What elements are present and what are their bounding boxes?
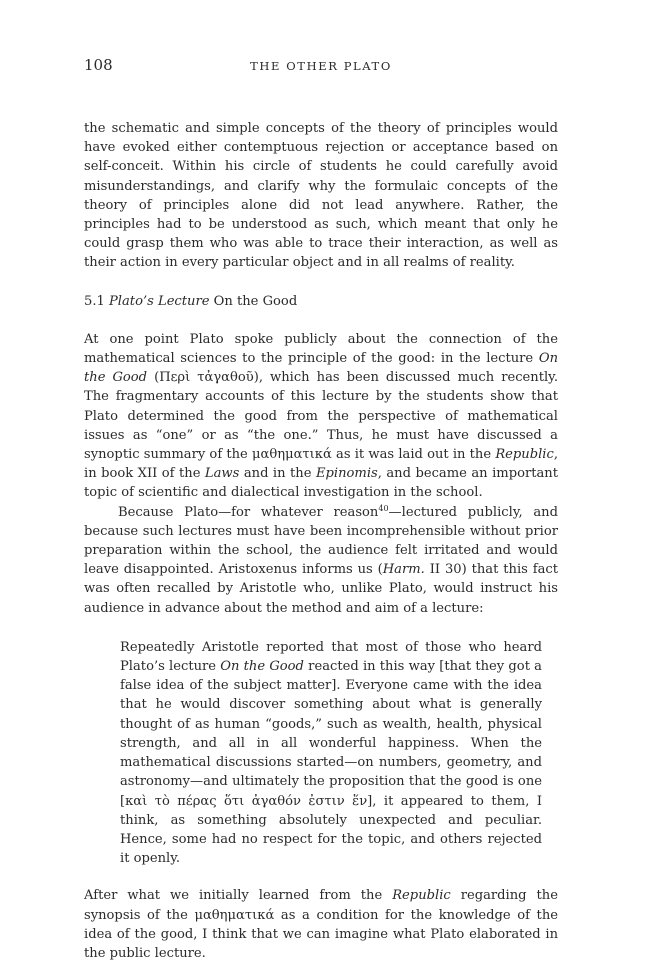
text-run: , in book XII of the [84,447,558,482]
running-title: THE OTHER PLATO [250,59,392,73]
section-title-italic: Plato’s Lecture [109,293,210,309]
text-run: Repeatedly Aristotle reported that most of those who heard Plato’s lecture [120,639,542,675]
quote-paragraph [120,638,542,868]
paragraph-1: the schematic and simple concepts of the theory of principles would have evoked either contemptuous rejection or acceptance based on self-conceit. Within his circle of students he could carefully avoid misunderstandings, and clarify why the formulaic concepts of the theory of principles alone did not lead anywhere. Rather, the principles had to be understood as such, which meant that only he could grasp them who was able to trace their interaction, as well as their action in every particular object and in all realms of reality. [84,121,558,271]
text-run: At one point Plato spoke publicly about the connection of the mathematical sciences to the principle of the good: in the lecture [84,331,558,367]
italic-title: Republic [495,447,554,463]
section-title-roman: On the Good [213,293,298,309]
text-run: (Περὶ τἀγαθοῦ), which has been discussed much recently. The fragmentary accounts of this lecture by the students show that Plato determined the good from the perspective of mathematical issues as “one” or as “the one.” Thus, he must have discussed a synoptic summary of the μαθηματικά as it was laid out in the [84,370,558,463]
text-run: After what we initially learned from the [84,888,393,904]
section-heading [84,292,558,311]
paragraph-3 [84,503,558,618]
paragraph-2 [84,330,558,503]
running-head [84,56,558,80]
text-run: regarding the synopsis of the μαθηματικά as a condition for the knowledge of the idea of the good, I think that we can imagine what Plato elaborated in the public lecture. [84,888,558,961]
italic-title: Laws [204,466,240,482]
italic-title: On the Good [84,351,558,386]
page-number: 108 [84,56,113,74]
block-quote [120,638,542,868]
italic-title: On the Good [220,659,304,675]
book-page [84,56,558,963]
text-run: —lectured publicly, and because such lectures must have been incomprehensible without prior preparation within the school, the audience felt irritated and would leave disappointed. Aristoxenus informs us ( [84,504,558,578]
paragraph-4 [84,886,558,963]
text-run: II 30) that this fact was often recalled by Aristotle who, unlike Plato, would instruct his audience in advance about the method and aim of a lecture: [84,562,558,616]
section-number: 5.1 [84,293,105,309]
body-text [84,119,558,963]
italic-title: Harm. [382,562,425,578]
italic-title: Epinomis [315,466,378,482]
italic-title: Republic [392,888,451,904]
text-run: Because Plato—for whatever reason [118,504,379,520]
text-run: , and became an important topic of scientific and dialectical investigation in the school. [84,466,558,501]
text-run: reacted in this way [that they got a false idea of the subject matter]. Everyone came with the idea that he would discover something about what is generally thought of as human “goods,” such as wealth, health, physical strength, and all in all wonderful happiness. When the mathematical discussions started—on numbers, geometry, and astronomy—and ultimately the proposition that the good is one [καὶ τὸ πέρας ὅτι ἀγαθόν ἐστιν ἕν], it appeared to them, I think, as something absolutely unexpected and peculiar. Hence, some had no respect for the topic, and others rejected it openly. [120,659,542,867]
text-run: and in the [239,466,316,482]
footnote-marker: 40 [378,503,389,513]
